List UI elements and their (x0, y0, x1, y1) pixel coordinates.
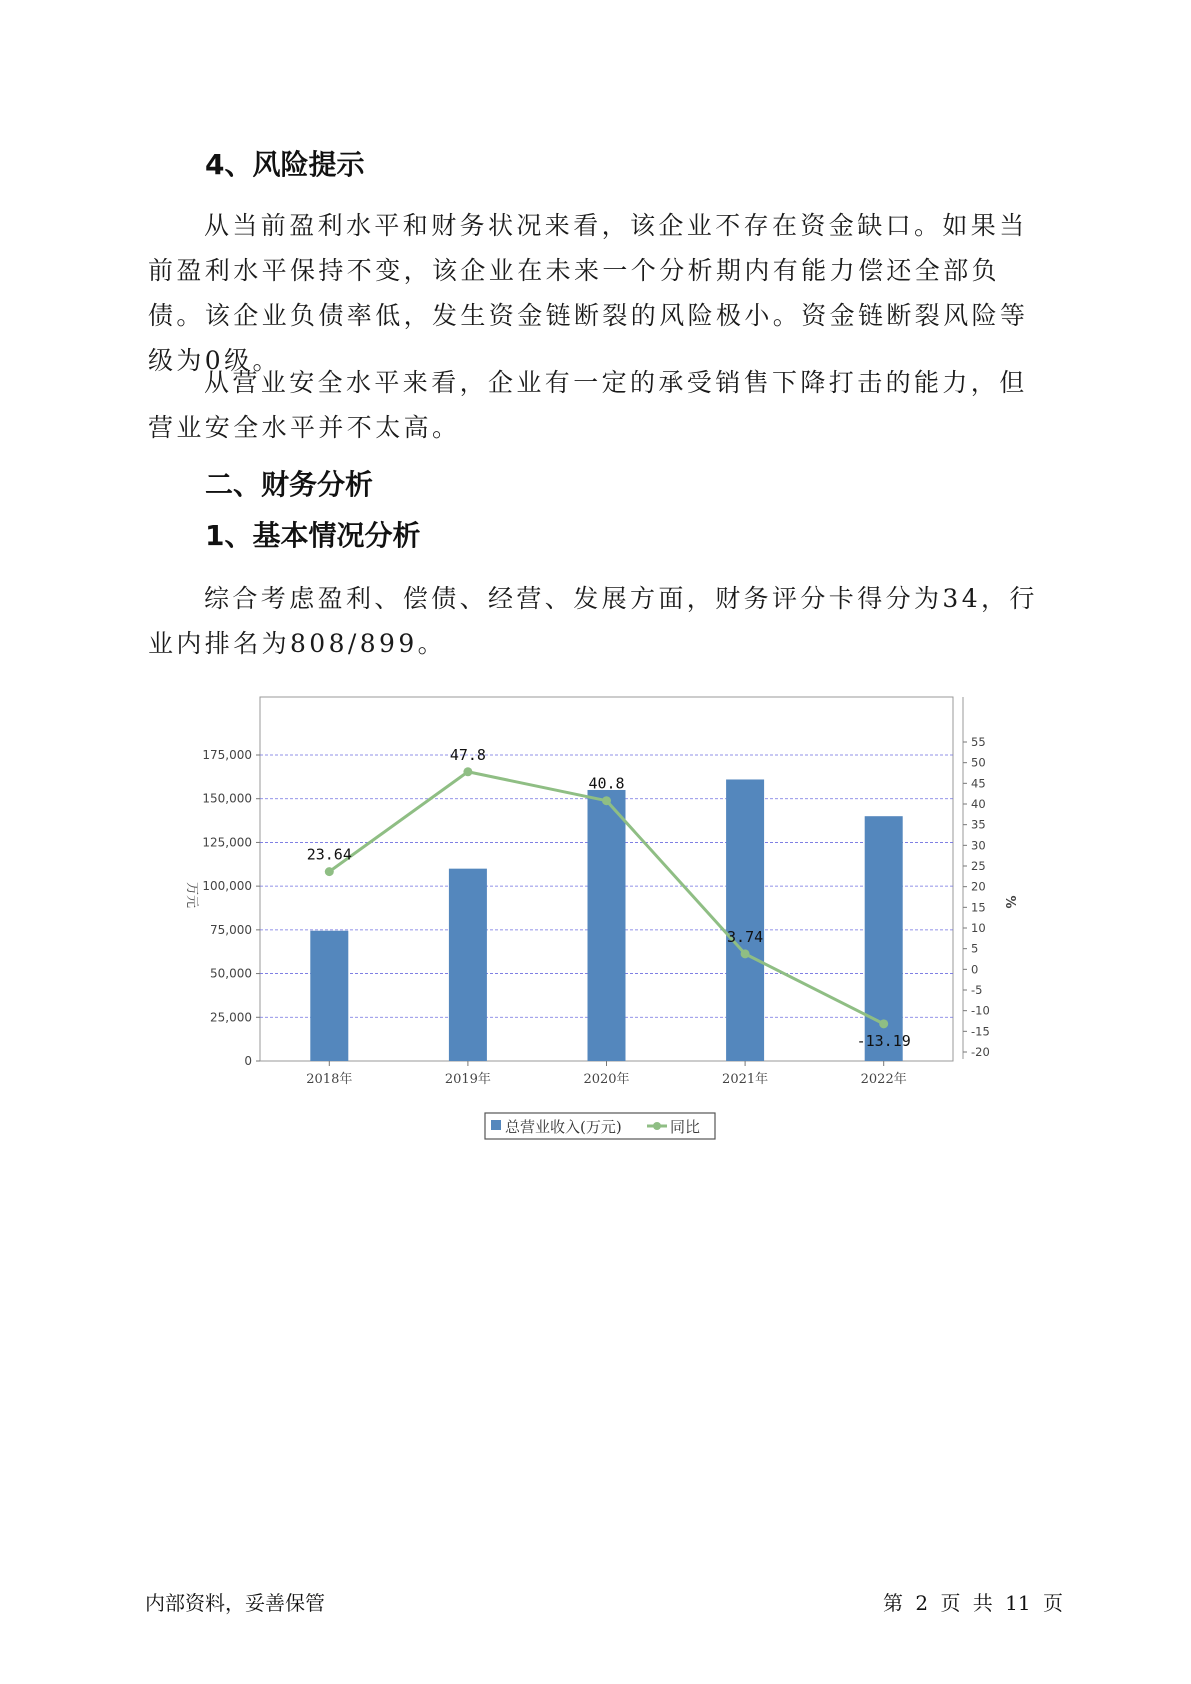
y-tick-label: 0 (244, 1054, 252, 1068)
x-tick-label: 2021年 (722, 1072, 769, 1087)
y-right-tick-label: 55 (971, 735, 986, 749)
x-tick-label: 2022年 (860, 1072, 907, 1087)
x-tick-label: 2019年 (444, 1072, 491, 1087)
yoy-point (602, 796, 611, 805)
y-right-tick-label: -10 (971, 1003, 990, 1018)
y-right-tick-label: 45 (971, 776, 986, 791)
yoy-point (325, 867, 334, 876)
footer-page-number: 第 2 页 共 11 页 (883, 1591, 1063, 1615)
y-right-tick-label: 0 (971, 962, 979, 977)
y-right-tick-label: 30 (971, 838, 986, 853)
y-tick-label: 100,000 (202, 879, 252, 894)
bar (588, 790, 626, 1061)
y-tick-label: 175,000 (202, 748, 252, 762)
y-right-tick-label: 35 (971, 817, 986, 832)
bar (449, 869, 487, 1061)
risk-paragraph-1: 从当前盈利水平和财务状况来看，该企业不存在资金缺口。如果当前盈利水平保持不变，该企业在未来一个分析期内有能力偿还全部负债。该企业负债率低，发生资金链断裂的风险极小。资金链断裂风险等级为0级。 (148, 211, 1029, 375)
y-right-tick-label: -5 (971, 983, 983, 997)
x-tick-label: 2020年 (583, 1072, 630, 1087)
yoy-point (741, 949, 750, 958)
chart-legend (485, 1113, 715, 1139)
yoy-data-label: 3.74 (727, 927, 764, 946)
y-axis-label: 万元 (184, 881, 199, 909)
y-right-tick-label: -15 (971, 1024, 990, 1039)
y-tick-label: 50,000 (210, 966, 252, 981)
legend-line-label: 同比 (670, 1118, 701, 1136)
y-tick-label: 125,000 (202, 835, 252, 850)
yoy-point (463, 767, 472, 776)
y-right-tick-label: 50 (971, 755, 986, 770)
yoy-data-label: 47.8 (449, 745, 486, 764)
bar (726, 779, 764, 1061)
y-right-tick-label: 15 (971, 900, 986, 915)
y-axis-right-label: % (1002, 895, 1017, 909)
y-right-tick-label: 10 (971, 921, 986, 935)
legend-bar-swatch (491, 1120, 501, 1130)
yoy-data-label: 40.8 (588, 774, 625, 793)
legend-bar-label: 总营业收入(万元) (505, 1118, 622, 1136)
legend-line-marker (653, 1122, 661, 1130)
risk-heading: 4、风险提示 (205, 148, 365, 181)
x-tick-label: 2018年 (306, 1072, 353, 1087)
yoy-point (879, 1019, 888, 1028)
footer-confidential-note: 内部资料，妥善保管 (145, 1591, 325, 1615)
finance-heading: 二、财务分析 (205, 468, 374, 501)
y-tick-label: 25,000 (210, 1010, 252, 1025)
yoy-data-label: 23.64 (306, 845, 352, 864)
y-right-tick-label: 5 (971, 941, 979, 956)
basic-paragraph-1: 综合考虑盈利、偿债、经营、发展方面，财务评分卡得分为34，行业内排名为808/899。 (148, 584, 1038, 658)
risk-paragraph-2: 从营业安全水平来看，企业有一定的承受销售下降打击的能力，但营业安全水平并不太高。 (148, 368, 1028, 442)
revenue-chart (150, 685, 1030, 1150)
yoy-data-label: -13.19 (856, 1031, 911, 1050)
y-right-tick-label: -20 (971, 1045, 990, 1059)
y-right-tick-label: 20 (971, 879, 986, 894)
y-right-tick-label: 40 (971, 797, 986, 811)
bar (310, 931, 348, 1061)
y-tick-label: 75,000 (210, 922, 252, 937)
y-right-tick-label: 25 (971, 859, 986, 873)
y-tick-label: 150,000 (202, 791, 252, 806)
basic-heading: 1、基本情况分析 (205, 519, 421, 552)
